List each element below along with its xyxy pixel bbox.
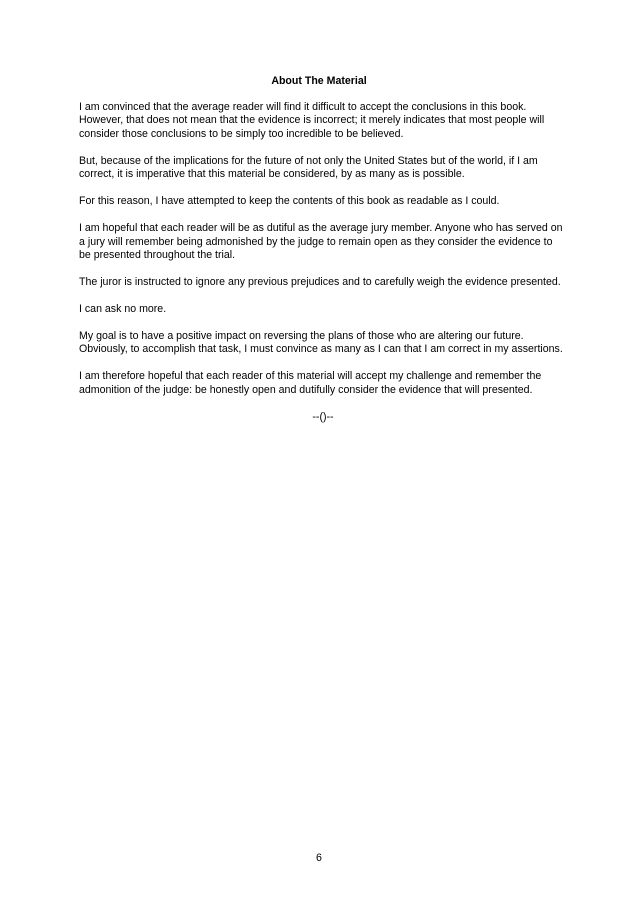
- paragraph-8: I am therefore hopeful that each reader of this material will accept my challenge and remember the admonition of the judge: be honestly open and dutifully consider the evidence that will presented.: [79, 370, 542, 396]
- section-separator: --()--: [312, 410, 334, 423]
- paragraph-1: I am convinced that the average reader will find it difficult to accept the conclusions in this book. However, that does not mean that the evidence is incorrect; it merely indicates that most people will consider those conclusions to be simply too incredible to be believed.: [79, 101, 545, 140]
- paragraph-5: The juror is instructed to ignore any previous prejudices and to carefully weigh the evidence presented.: [79, 276, 561, 289]
- paragraph-3: For this reason, I have attempted to keep the contents of this book as readable as I could.: [79, 195, 500, 208]
- body-text: [79, 101, 567, 424]
- page-number: 6: [316, 852, 322, 864]
- paragraph-7: My goal is to have a positive impact on reversing the plans of those who are altering our future. Obviously, to accomplish that task, I must convince as many as I can that I am correct in my assertions.: [79, 330, 563, 356]
- paragraph-4: I am hopeful that each reader will be as dutiful as the average jury member. Anyone who has served on a jury will remember being admonished by the judge to remain open as they consider the evidence to be presented throughout the trial.: [79, 222, 563, 262]
- paragraph-6: I can ask no more.: [79, 303, 167, 316]
- section-title: About The Material: [271, 75, 367, 87]
- paragraph-2: But, because of the implications for the future of not only the United States but of the world, if I am correct, it is imperative that this material be considered, by as many as is possible.: [79, 154, 538, 181]
